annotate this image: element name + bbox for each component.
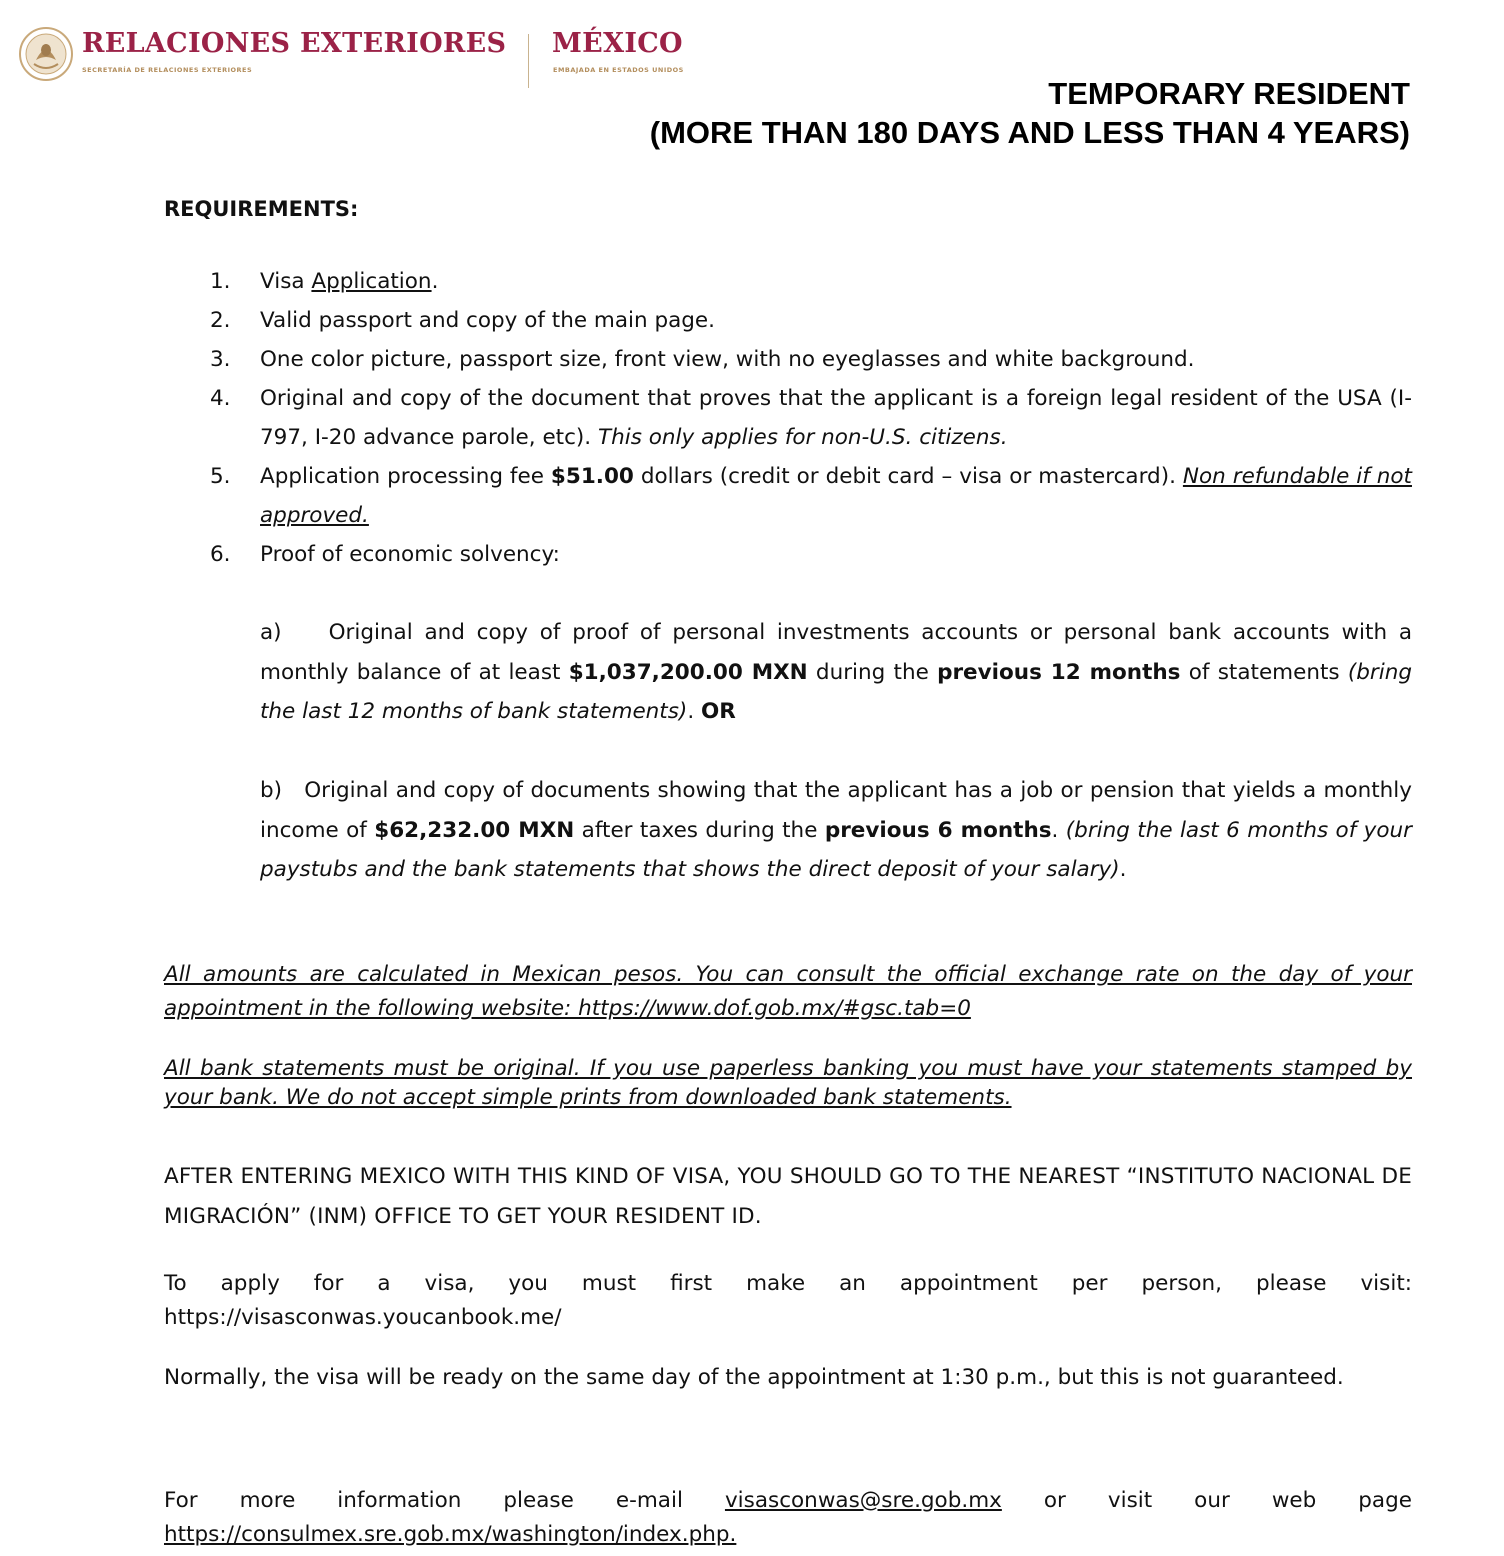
option-text: . xyxy=(1119,857,1127,882)
page-title xyxy=(510,74,1410,152)
item-number: 5. xyxy=(210,464,231,489)
item-text: Visa xyxy=(260,269,312,294)
requirement-4 xyxy=(210,379,1412,457)
item-text: Valid passport and copy of the main page. xyxy=(260,308,715,333)
option-text: of statements xyxy=(1180,659,1348,685)
item-number: 1. xyxy=(210,269,231,294)
item-number: 6. xyxy=(210,542,231,567)
non-refundable-note: Non refundable if not approved. xyxy=(260,464,1412,528)
organization-subtitle: SECRETARÍA DE RELACIONES EXTERIORES xyxy=(82,66,253,74)
item-text: Original and copy of the document that proves that the applicant is a foreign legal resident of the USA (I-797, I-20 advance parole, etc). xyxy=(260,386,1412,450)
item-text: dollars (credit or debit card – visa or mastercard). xyxy=(633,464,1183,489)
balance-amount: $1,037,200.00 MXN xyxy=(568,659,808,685)
exchange-rate-note: All amounts are calculated in Mexican pesos. You can consult the official exchange rate on the day of your appointment in the following website: https://www.dof.gob.mx/#gsc.tab=0 xyxy=(164,962,1412,1021)
or-label: OR xyxy=(700,699,736,724)
contact-text: For more information please e-mail xyxy=(164,1488,725,1513)
requirement-2 xyxy=(210,301,1412,340)
contact-text: or visit our web page xyxy=(1001,1488,1412,1513)
option-italic-note: (bring the last 6 months of your paystubs and the bank statements that shows the direct deposit of your salary) xyxy=(260,817,1413,882)
item-number: 2. xyxy=(210,308,231,333)
bank-statements-note: All bank statements must be original. If you use paperless banking you must have your statements stamped by your bank. We do not accept simple prints from downloaded bank statements. xyxy=(164,1056,1412,1110)
requirement-3 xyxy=(210,340,1412,379)
country-name: MÉXICO xyxy=(552,28,683,59)
visa-readiness-note: Normally, the visa will be ready on the same day of the appointment at 1:30 p.m., but this is not guaranteed. xyxy=(164,1365,1344,1390)
requirement-1 xyxy=(210,262,1412,301)
after-entry-instructions: AFTER ENTERING MEXICO WITH THIS KIND OF VISA, YOU SHOULD GO TO THE NEAREST “INSTITUTO NACIONAL DE MIGRACIÓN” (INM) OFFICE TO GET YOUR RESIDENT ID. xyxy=(164,1164,1412,1229)
organization-name: RELACIONES EXTERIORES xyxy=(82,28,507,59)
item-italic-note: This only applies for non-U.S. citizens. xyxy=(597,425,1008,450)
item-number: 4. xyxy=(210,386,231,411)
solvency-option-a xyxy=(260,613,1412,732)
option-text: Original and copy of documents showing that the applicant has a job or pension that yields a monthly income of xyxy=(260,778,1412,843)
option-italic-note: (bring the last 12 months of bank statements) xyxy=(260,659,1412,724)
period-12-months: previous 12 months xyxy=(937,659,1181,685)
option-text: after taxes during the xyxy=(574,817,825,843)
option-text: during the xyxy=(807,659,938,685)
item-text: One color picture, passport size, front view, with no eyeglasses and white background. xyxy=(260,347,1195,372)
contact-email-link[interactable]: visasconwas@sre.gob.mx xyxy=(724,1488,1002,1513)
contact-information xyxy=(164,1484,1412,1552)
requirements-list xyxy=(210,262,1412,574)
item-number: 3. xyxy=(210,347,231,372)
item-text: Application processing fee xyxy=(260,464,551,489)
requirement-5 xyxy=(210,457,1412,535)
item-text: . xyxy=(431,269,439,294)
title-line-1: TEMPORARY RESIDENT xyxy=(1048,76,1410,111)
requirement-6 xyxy=(210,535,1412,574)
requirements-heading: REQUIREMENTS: xyxy=(164,197,359,221)
option-label: a) xyxy=(260,620,282,645)
option-text: . xyxy=(687,699,701,724)
option-text: . xyxy=(1051,817,1066,843)
consulate-website-link[interactable]: https://consulmex.sre.gob.mx/washington/index.php. xyxy=(164,1522,737,1547)
visa-application-link[interactable]: Application xyxy=(311,269,432,294)
fee-amount: $51.00 xyxy=(550,464,634,489)
country-subtitle: EMBAJADA EN ESTADOS UNIDOS xyxy=(553,66,684,74)
option-text: Original and copy of proof of personal investments accounts or personal bank accounts with a monthly balance of at least xyxy=(260,620,1412,685)
solvency-option-b xyxy=(260,771,1412,890)
appointment-instructions: To apply for a visa, you must first make an appointment per person, please visit: https://visasconwas.youcanbook.me/ xyxy=(164,1271,1412,1330)
income-amount: $62,232.00 MXN xyxy=(374,817,575,843)
title-line-2: (MORE THAN 180 DAYS AND LESS THAN 4 YEARS) xyxy=(649,115,1410,150)
item-text: Proof of economic solvency: xyxy=(260,542,560,567)
option-label: b) xyxy=(260,778,283,803)
period-6-months: previous 6 months xyxy=(824,817,1052,843)
mexico-coat-of-arms-icon xyxy=(18,26,74,82)
